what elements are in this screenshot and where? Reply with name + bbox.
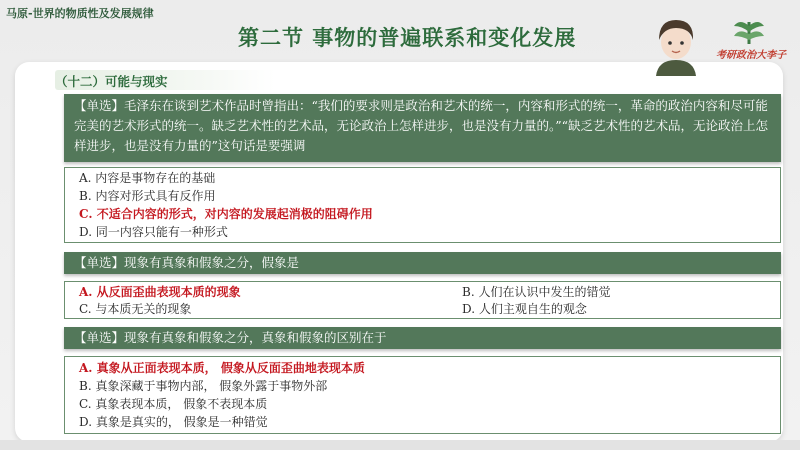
slide-title: 第二节 事物的普遍联系和变化发展 [238,26,577,50]
logo-tree-icon [706,14,792,76]
section-header [55,70,275,90]
q2-option-d: D. 人们主观自生的观念 [462,302,587,316]
footer-strip [0,440,800,450]
q3-option-b: B. 真象深藏于事物内部， 假象外露于事物外部 [79,379,328,393]
question-1-stem: 【单选】毛泽东在谈到艺术作品时曾指出：“我们的要求则是政治和艺术的统一，内容和形式的统一，革命的政治内容和尽可能完美的艺术形式的统一。缺乏艺术性的艺术品，无论政治上怎样进步，也是没有力量的。”“缺乏艺术性的艺术品，无论政治上怎样进步，也是没有力量的”这句话是要强调 [64,94,781,162]
q2-option-c: C. 与本质无关的现象 [79,302,192,316]
section-title: （十二）可能与现实 [55,74,168,89]
question-3-stem: 【单选】现象有真象和假象之分，真象和假象的区别在于 [64,327,781,349]
avatar [650,14,702,76]
q2-option-a-correct: A. 从反面歪曲表现本质的现象 [79,285,241,299]
question-2-stem: 【单选】现象有真象和假象之分，假象是 [64,252,781,274]
q3-option-c: C. 真象表现本质， 假象不表现本质 [79,397,268,411]
logo-text: 考研政治大李子 [716,50,786,61]
q1-option-c-correct: C. 不适合内容的形式，对内容的发展起消极的阻碍作用 [79,207,373,221]
q3-option-a-correct: A. 真象从正面表现本质， 假象从反面歪曲地表现本质 [79,361,365,375]
q1-option-d: D. 同一内容只能有一种形式 [79,225,228,239]
question-1-options [64,167,781,243]
question-2-options [64,281,781,319]
deck-title: 马原-世界的物质性及发展规律 [6,7,154,20]
q2-option-b: B. 人们在认识中发生的错觉 [462,285,611,299]
q1-option-a: A. 内容是事物存在的基础 [79,171,216,185]
q1-option-b: B. 内容对形式具有反作用 [79,189,216,203]
q3-option-d: D. 真象是真实的， 假象是一种错觉 [79,415,268,429]
question-3-options [64,356,781,434]
